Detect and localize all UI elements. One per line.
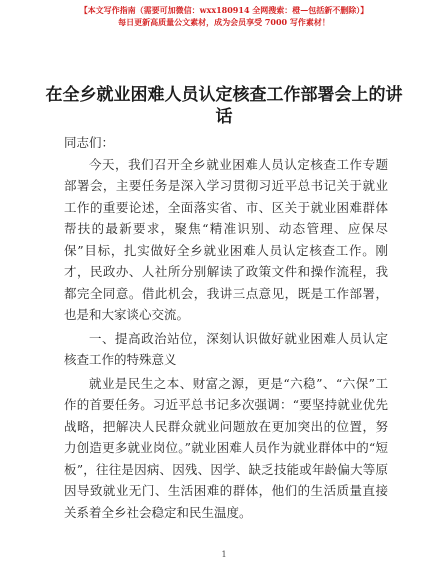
- page-number: 1: [221, 550, 227, 559]
- promo-line-1: 【本文写作指南（需要可加微信：wxx180914 全网搜索：橙—包括新不删除）】: [79, 5, 369, 15]
- promo-banner: [0, 5, 448, 28]
- body-paragraph-section-1: 就业是民生之本、财富之源，更是“六稳”、“六保”工作的首要任务。习近平总书记多次强调：“要坚持就业优先战略，把解决人民群众就业问题放在更加突出的位置，努力创造更多就业岗位。”就业困难人员作为就业群体中的“短板”，往往是因病、因残、因学、缺乏技能或年龄偏大等原因导致就业无门、生活困难的群体，他们的生活质量直接关系着全乡社会稳定和民生温度。: [64, 375, 388, 520]
- promo-line-2: 每日更新高质量公文素材，成为会员享受 7000 写作素材！: [118, 17, 330, 27]
- body-paragraph-intro: 今天，我们召开全乡就业困难人员认定核查工作专题部署会，主要任务是深入学习贯彻习近平总书记关于就业工作的重要论述，全面落实省、市、区关于就业困难群体帮扶的最新要求，聚焦“精准识别、动态管理、应保尽保”目标，扎实做好全乡就业困难人员认定核查工作。刚才，民政办、人社所分别解读了政策文件和操作流程，我都完全同意。借此机会，我讲三点意见，既是工作部署，也是和大家谈心交流。: [64, 156, 388, 322]
- section-heading-1: 一、提高政治站位，深刻认识做好就业困难人员认定核查工作的特殊意义: [64, 330, 388, 367]
- speech-title: 在全乡就业困难人员认定核查工作部署会上的讲话: [45, 85, 403, 127]
- speech-body: [64, 132, 388, 523]
- greeting: 同志们：: [64, 135, 115, 150]
